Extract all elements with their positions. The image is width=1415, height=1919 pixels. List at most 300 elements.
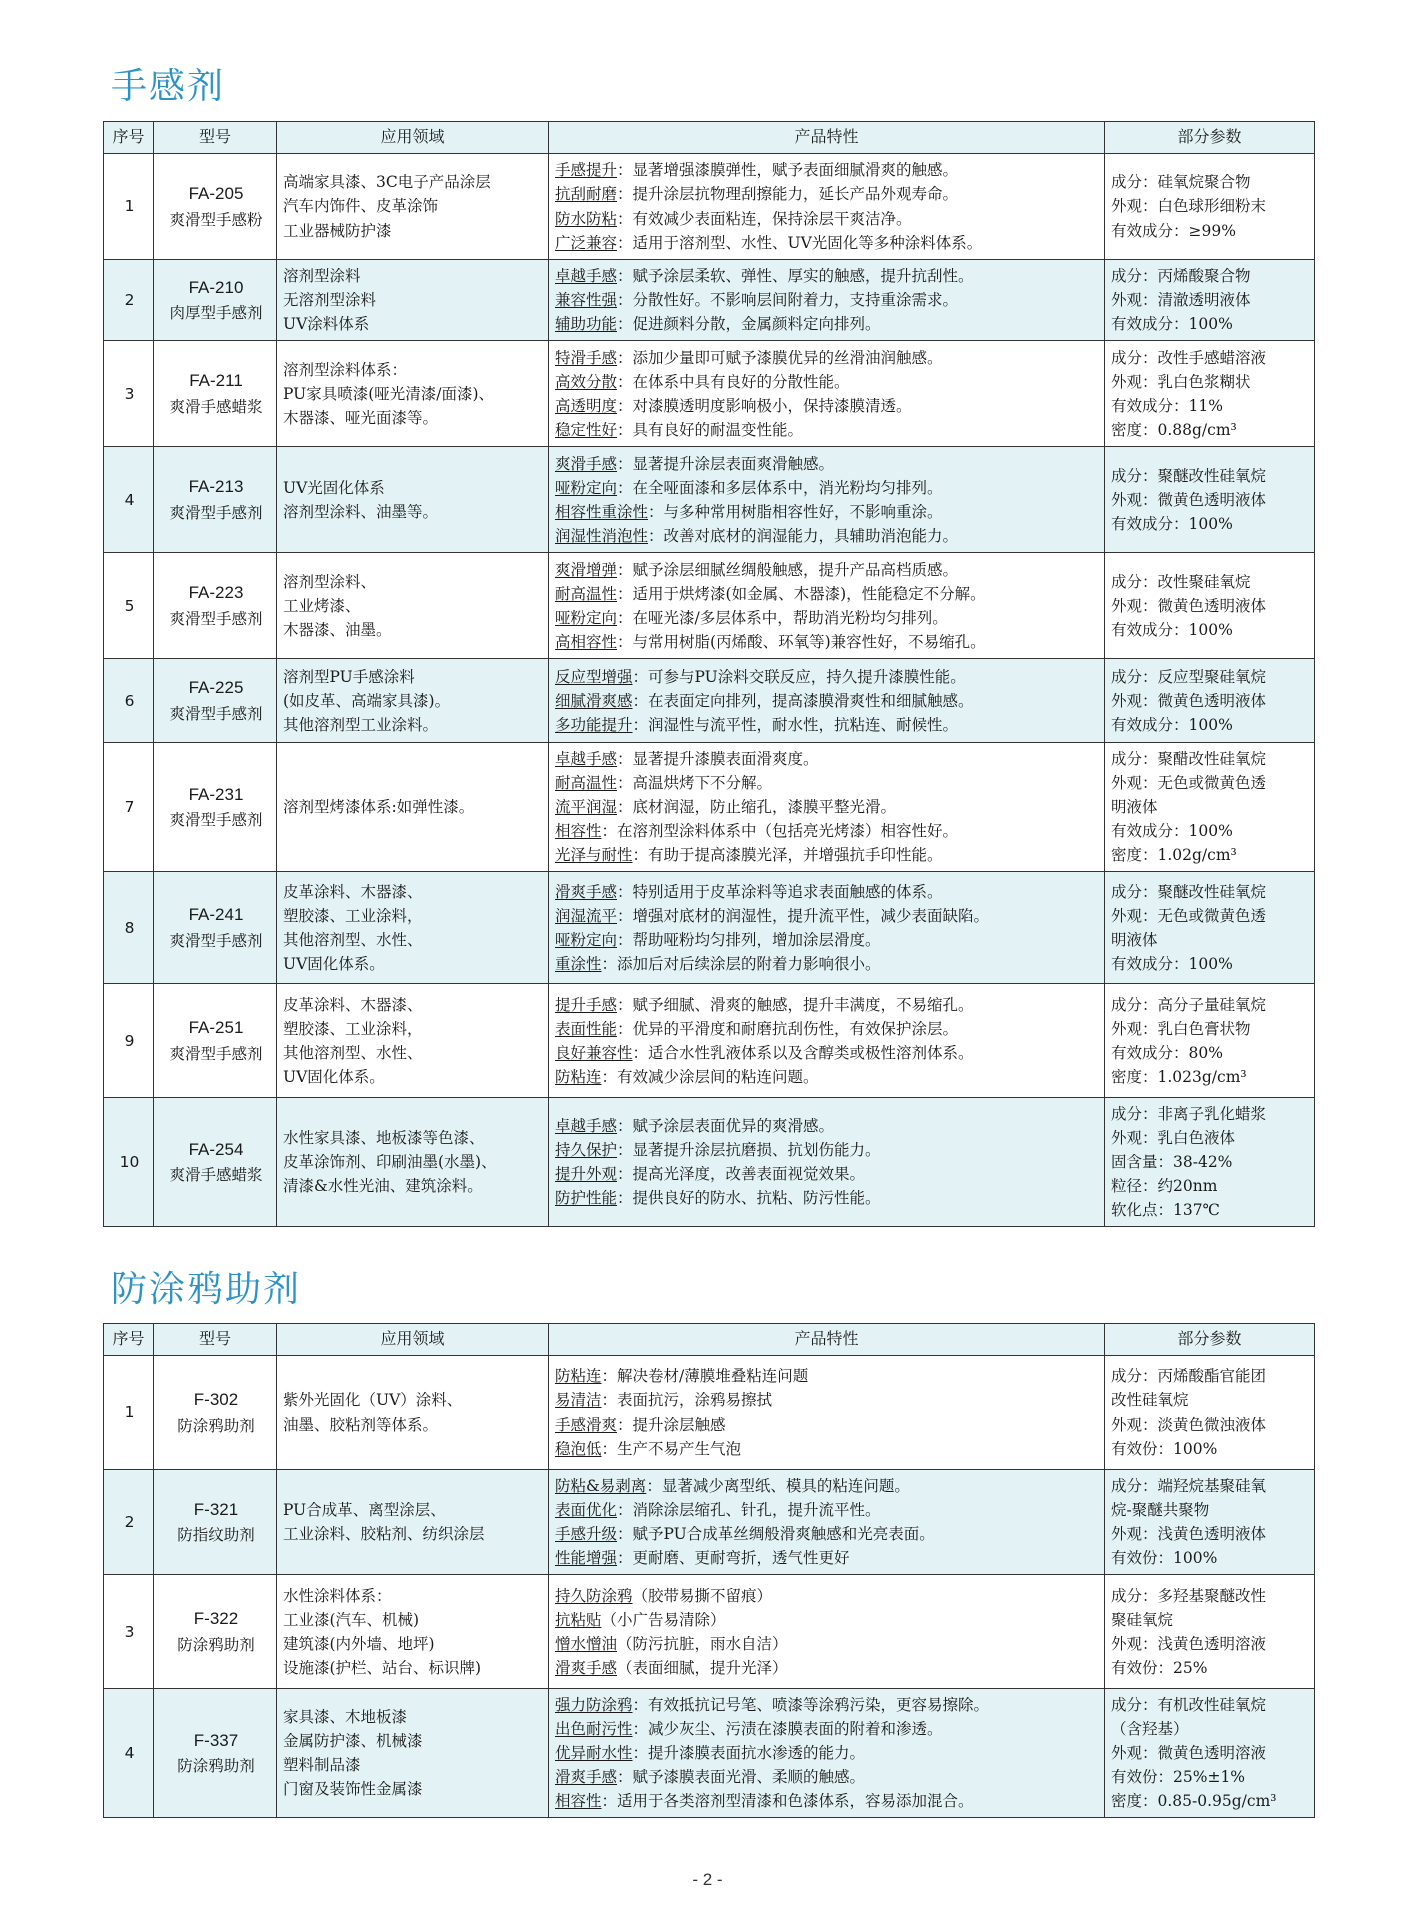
feature-text: ：添加少量即可赋予漆膜优异的丝滑油润触感。 [617, 348, 943, 367]
feature-text: ：与多种常用树脂相容性好，不影响重涂。 [648, 502, 943, 521]
application-line: 塑料制品漆 [283, 1756, 361, 1775]
application-field [277, 553, 549, 659]
application-line: 其他溶剂型、水性、 [283, 930, 423, 949]
application-line: 门窗及装饰性金属漆 [283, 1780, 423, 1799]
application-field [277, 1689, 549, 1818]
product-code: F-302 [193, 1390, 239, 1410]
application-line: 工业漆(汽车、机械) [283, 1610, 420, 1629]
table-row [104, 1575, 1315, 1689]
feature-line [555, 524, 1100, 548]
feature-line [555, 1186, 1100, 1210]
application-line: 汽车内饰件、皮革涂饰 [283, 197, 439, 216]
feature-text: ：适合水性乳液体系以及含醇类或极性溶剂体系。 [632, 1043, 974, 1062]
product-features [549, 1470, 1105, 1575]
product-params [1105, 1689, 1315, 1818]
feature-line [555, 452, 1100, 476]
param-line: 成分：改性聚硅氧烷 [1111, 572, 1251, 591]
feature-keyword: 良好兼容性 [555, 1043, 633, 1062]
table-row [104, 1098, 1315, 1227]
feature-text: ：底材润湿，防止缩孔，漆膜平整光滑。 [617, 798, 897, 817]
feature-text: ：显著提升涂层表面爽滑触感。 [617, 454, 835, 473]
feature-text: ：表面抗污，涂鸦易擦拭 [601, 1391, 773, 1410]
product-code: FA-210 [188, 277, 244, 297]
feature-text: ：有效减少涂层间的粘连问题。 [601, 1067, 819, 1086]
param-line: 外观：无色或微黄色透 [1111, 774, 1267, 793]
feature-text: ：在全哑面漆和多层体系中，消光粉均匀排列。 [617, 478, 943, 497]
product-model [154, 260, 277, 341]
feature-text: ：增强对底材的润湿性，提升流平性，减少表面缺陷。 [617, 906, 990, 925]
table-row [104, 1470, 1315, 1575]
param-line: （含羟基） [1111, 1720, 1189, 1739]
product-type: 肉厚型手感剂 [169, 304, 263, 323]
param-line: 成分：丙烯酸聚合物 [1111, 267, 1251, 285]
feature-line [555, 1413, 1100, 1437]
section-title: 手感剂 [111, 66, 226, 107]
application-line: 工业烤漆、 [283, 596, 361, 615]
feature-line [555, 1717, 1100, 1741]
feature-line [555, 1041, 1100, 1065]
product-features [549, 553, 1105, 659]
feature-line [555, 713, 1100, 737]
product-table [103, 1323, 1315, 1818]
application-field [277, 260, 549, 341]
application-line: 木器漆、油墨。 [283, 620, 392, 639]
feature-text: ：有效减少表面粘连，保持涂层干爽洁净。 [617, 209, 912, 228]
feature-line [555, 819, 1100, 843]
feature-text: ：解决卷材/薄膜堆叠粘连问题 [601, 1367, 809, 1386]
table-row [104, 447, 1315, 553]
feature-text: ：与常用树脂(丙烯酸、环氧等)兼容性好，不易缩孔。 [617, 632, 986, 651]
feature-line [555, 1138, 1100, 1162]
feature-line [555, 1522, 1100, 1546]
param-line: 烷-聚醚共聚物 [1111, 1501, 1210, 1520]
param-line: 外观：浅黄色透明溶液 [1111, 1634, 1267, 1653]
feature-keyword: 出色耐污性 [555, 1720, 633, 1739]
header-params: 部分参数 [1105, 1324, 1315, 1356]
application-line: 家具漆、木地板漆 [283, 1708, 408, 1727]
application-field [277, 1575, 549, 1689]
feature-line [555, 1789, 1100, 1813]
application-field [277, 154, 549, 260]
product-code: FA-213 [188, 477, 244, 497]
feature-text: ：生产不易产生气泡 [601, 1439, 742, 1458]
feature-keyword: 稳泡低 [555, 1439, 602, 1458]
application-line: 高端家具漆、3C电子产品涂层 [283, 173, 491, 192]
feature-keyword: 哑粉定向 [555, 608, 618, 627]
feature-keyword: 抗粘贴 [555, 1610, 602, 1629]
application-field [277, 447, 549, 553]
feature-text: ：赋予漆膜表面光滑、柔顺的触感。 [617, 1768, 866, 1787]
application-line: 皮革涂饰剂、印刷油墨(水墨)、 [283, 1153, 497, 1172]
product-features [549, 341, 1105, 447]
feature-text: ：减少灰尘、污渍在漆膜表面的附着和渗透。 [632, 1720, 943, 1739]
page-number: - 2 - [692, 1870, 723, 1889]
product-params [1105, 447, 1315, 553]
product-table [103, 121, 1315, 1227]
application-line: PU家具喷漆(哑光清漆/面漆)、 [283, 384, 495, 403]
feature-line [555, 370, 1100, 394]
product-type: 爽滑型手感剂 [169, 609, 263, 628]
feature-line [555, 500, 1100, 524]
param-line: 聚硅氧烷 [1111, 1610, 1174, 1629]
feature-text: ：赋予涂层柔软、弹性、厚实的触感，提升抗刮性。 [617, 267, 974, 285]
product-features [549, 659, 1105, 743]
feature-line [555, 665, 1100, 689]
product-params [1105, 1575, 1315, 1689]
feature-line [555, 689, 1100, 713]
param-line: 粒径：约20nm [1111, 1177, 1218, 1196]
feature-line [555, 1437, 1100, 1461]
feature-keyword: 憎水憎油 [555, 1634, 618, 1653]
feature-text: ：显著减少离型纸、模具的粘连问题。 [646, 1477, 910, 1495]
header-application: 应用领域 [277, 122, 549, 154]
param-line: 外观：浅黄色透明液体 [1111, 1525, 1267, 1544]
application-line: 皮革涂料、木器漆、 [283, 995, 423, 1014]
product-model [154, 984, 277, 1098]
param-line: 成分：聚醚改性硅氧烷 [1111, 882, 1267, 901]
feature-keyword: 卓越手感 [555, 267, 618, 285]
feature-text: ：提升漆膜表面抗水渗透的能力。 [632, 1744, 866, 1763]
product-code: FA-211 [189, 371, 243, 391]
feature-keyword: 卓越手感 [555, 1117, 618, 1136]
param-line: 密度：0.85-0.95g/cm³ [1111, 1792, 1277, 1811]
feature-keyword: 抗刮耐磨 [555, 185, 618, 204]
feature-text: ：添加后对后续涂层的附着力影响很小。 [601, 954, 881, 973]
application-line: 无溶剂型涂料 [283, 291, 377, 310]
feature-keyword: 防粘连 [555, 1067, 602, 1086]
feature-keyword: 防水防粘 [555, 209, 618, 228]
feature-keyword: 滑爽手感 [555, 1658, 618, 1677]
product-code: F-337 [193, 1730, 239, 1750]
feature-line [555, 795, 1100, 819]
feature-keyword: 反应型增强 [555, 667, 633, 686]
param-line: 有效成分：100% [1111, 822, 1233, 841]
param-line: 密度：1.023g/cm³ [1111, 1067, 1247, 1086]
feature-keyword: 细腻滑爽感 [555, 691, 633, 710]
product-type: 爽滑型手感剂 [169, 931, 263, 950]
feature-line [555, 630, 1100, 654]
param-line: 外观：微黄色透明溶液 [1111, 1744, 1267, 1763]
product-params [1105, 659, 1315, 743]
table-row [104, 341, 1315, 447]
param-line: 成分：多羟基聚醚改性 [1111, 1586, 1267, 1605]
application-line: 溶剂型PU手感涂料 [283, 667, 415, 686]
application-field [277, 1470, 549, 1575]
product-features [549, 1098, 1105, 1227]
feature-text: ：在哑光漆/多层体系中，帮助消光粉均匀排列。 [617, 608, 948, 627]
param-line: 改性硅氧烷 [1111, 1391, 1189, 1410]
param-line: 外观：乳白色液体 [1111, 1129, 1236, 1148]
application-line: 油墨、胶粘剂等体系。 [283, 1415, 439, 1434]
feature-keyword: 润湿性消泡性 [555, 526, 649, 545]
row-number: 2 [104, 1470, 154, 1575]
feature-line [555, 1741, 1100, 1765]
product-params [1105, 984, 1315, 1098]
feature-text: ：在体系中具有良好的分散性能。 [617, 372, 850, 391]
feature-line [555, 952, 1100, 976]
application-line: 其他溶剂型工业涂料。 [283, 715, 439, 734]
feature-line [555, 264, 1100, 288]
feature-text: ：提升涂层抗物理刮擦能力，延长产品外观寿命。 [617, 185, 959, 204]
feature-keyword: 性能增强 [555, 1549, 618, 1568]
feature-text: ：显著提升涂层抗磨损、抗划伤能力。 [617, 1141, 881, 1160]
product-model [154, 1356, 277, 1470]
row-number: 6 [104, 659, 154, 743]
application-field [277, 341, 549, 447]
table-row [104, 1356, 1315, 1470]
product-code: FA-251 [188, 1018, 244, 1038]
table-row [104, 872, 1315, 984]
product-model [154, 1689, 277, 1818]
param-line: 成分：有机改性硅氧烷 [1111, 1696, 1267, 1715]
feature-text: ：具有良好的耐温变性能。 [617, 420, 804, 439]
table-row [104, 553, 1315, 659]
product-features [549, 1575, 1105, 1689]
feature-keyword: 润湿流平 [555, 906, 618, 925]
header-no: 序号 [104, 1324, 154, 1356]
product-type: 爽滑型手感剂 [169, 704, 263, 723]
feature-keyword: 手感升级 [555, 1525, 618, 1544]
feature-text: ：赋予细腻、滑爽的触感，提升丰满度，不易缩孔。 [617, 995, 974, 1014]
product-params [1105, 1098, 1315, 1227]
product-type: 防涂鸦助剂 [177, 1635, 255, 1654]
param-line: 外观：清澈透明液体 [1111, 291, 1251, 310]
feature-line [555, 158, 1100, 182]
param-line: 有效成分：100% [1111, 954, 1233, 973]
table-row [104, 984, 1315, 1098]
param-line: 外观：无色或微黄色透 [1111, 906, 1267, 925]
row-number: 3 [104, 341, 154, 447]
feature-line [555, 582, 1100, 606]
product-features [549, 984, 1105, 1098]
product-model [154, 154, 277, 260]
table-row [104, 1689, 1315, 1818]
product-params [1105, 154, 1315, 260]
row-number: 3 [104, 1575, 154, 1689]
feature-text: ：润湿性与流平性，耐水性，抗粘连、耐候性。 [632, 715, 959, 734]
feature-text: ：在表面定向排列，提高漆膜滑爽性和细腻触感。 [632, 691, 974, 710]
table-header-row [104, 1324, 1315, 1356]
row-number: 8 [104, 872, 154, 984]
application-line: 工业器械防护漆 [283, 221, 392, 240]
param-line: 有效成分：100% [1111, 514, 1233, 533]
row-number: 4 [104, 1689, 154, 1818]
feature-keyword: 滑爽手感 [555, 1768, 618, 1787]
header-model: 型号 [154, 122, 277, 154]
application-line: 建筑漆(内外墙、地坪) [283, 1634, 435, 1653]
feature-keyword: 手感提升 [555, 161, 618, 180]
product-type: 防指纹助剂 [177, 1526, 255, 1545]
product-features [549, 1356, 1105, 1470]
feature-line [555, 1546, 1100, 1570]
feature-keyword: 优异耐水性 [555, 1744, 633, 1763]
header-features: 产品特性 [549, 122, 1105, 154]
application-line: 其他溶剂型、水性、 [283, 1043, 423, 1062]
feature-text: ：显著增强漆膜弹性，赋予表面细腻滑爽的触感。 [617, 161, 959, 180]
application-field [277, 659, 549, 743]
feature-keyword: 持久保护 [555, 1141, 618, 1160]
feature-text: ：适用于烘烤漆(如金属、木器漆)，性能稳定不分解。 [617, 584, 986, 603]
row-number: 1 [104, 1356, 154, 1470]
param-line: 成分：高分子量硅氧烷 [1111, 995, 1267, 1014]
param-line: 密度：1.02g/cm³ [1111, 846, 1237, 865]
product-code: FA-254 [188, 1139, 244, 1159]
product-code: FA-223 [188, 583, 244, 603]
feature-keyword: 强力防涂鸦 [555, 1696, 633, 1715]
product-params [1105, 553, 1315, 659]
product-model [154, 872, 277, 984]
feature-keyword: 高效分散 [555, 372, 618, 391]
param-line: 外观：微黄色透明液体 [1111, 691, 1267, 710]
feature-text: ：对漆膜透明度影响极小，保持漆膜清透。 [617, 396, 912, 415]
application-line: UV固化体系。 [283, 1067, 385, 1086]
product-features [549, 447, 1105, 553]
feature-line [555, 394, 1100, 418]
header-features: 产品特性 [549, 1324, 1105, 1356]
feature-keyword: 表面性能 [555, 1019, 618, 1038]
product-code: FA-241 [188, 905, 244, 925]
feature-line [555, 418, 1100, 442]
feature-keyword: 多功能提升 [555, 715, 633, 734]
feature-keyword: 辅助功能 [555, 315, 618, 334]
feature-line [555, 1474, 1100, 1498]
feature-line [555, 771, 1100, 795]
feature-keyword: 哑粉定向 [555, 930, 618, 949]
feature-text: ：适用于溶剂型、水性、UV光固化等多种涂料体系。 [617, 233, 983, 252]
feature-line [555, 1065, 1100, 1089]
table-row [104, 743, 1315, 872]
product-params [1105, 872, 1315, 984]
product-model [154, 1098, 277, 1227]
feature-text: ：赋予涂层表面优异的爽滑感。 [617, 1117, 835, 1136]
feature-line [555, 1388, 1100, 1412]
application-line: (如皮革、高端家具漆)。 [283, 691, 451, 710]
feature-line [555, 928, 1100, 952]
param-line: 成分：非离子乳化蜡浆 [1111, 1105, 1267, 1124]
application-line: 塑胶漆、工业涂料， [283, 1019, 423, 1038]
feature-text: ：特别适用于皮革涂料等追求表面触感的体系。 [617, 882, 943, 901]
product-params [1105, 260, 1315, 341]
param-line: 有效份：25% [1111, 1658, 1208, 1677]
feature-line [555, 1584, 1100, 1608]
application-line: 水性涂料体系： [283, 1586, 392, 1605]
product-model [154, 1470, 277, 1575]
feature-keyword: 重涂性 [555, 954, 602, 973]
product-features [549, 1689, 1105, 1818]
product-features [549, 154, 1105, 260]
param-line: 成分：聚醚改性硅氧烷 [1111, 466, 1267, 485]
application-line: 塑胶漆、工业涂料， [283, 906, 423, 925]
product-features [549, 260, 1105, 341]
feature-text: （防污抗脏，雨水自洁） [617, 1634, 788, 1653]
feature-line [555, 1114, 1100, 1138]
feature-line [555, 1608, 1100, 1632]
feature-line [555, 558, 1100, 582]
param-line: 成分：硅氧烷聚合物 [1111, 173, 1251, 192]
feature-keyword: 耐高温性 [555, 774, 618, 793]
feature-text: ：促进颜料分散，金属颜料定向排列。 [617, 315, 881, 334]
product-type: 爽滑型手感粉 [169, 210, 263, 229]
feature-text: ：优异的平滑度和耐磨抗刮伤性，有效保护涂层。 [617, 1019, 959, 1038]
product-params [1105, 341, 1315, 447]
application-field [277, 984, 549, 1098]
product-type: 爽滑手感蜡浆 [169, 1166, 263, 1185]
feature-line [555, 1765, 1100, 1789]
feature-line [555, 1162, 1100, 1186]
row-number: 1 [104, 154, 154, 260]
feature-line [555, 476, 1100, 500]
feature-text: ：分散性好。不影响层间附着力，支持重涂需求。 [617, 291, 959, 310]
product-params [1105, 1356, 1315, 1470]
application-field [277, 743, 549, 872]
feature-keyword: 相容性 [555, 822, 602, 841]
feature-line [555, 904, 1100, 928]
header-params: 部分参数 [1105, 122, 1315, 154]
feature-text: ：帮助哑粉均匀排列，增加涂层滑度。 [617, 930, 881, 949]
table-header-row [104, 122, 1315, 154]
application-line: 金属防护漆、机械漆 [283, 1732, 423, 1751]
product-model [154, 743, 277, 872]
param-line: 成分：改性手感蜡溶液 [1111, 348, 1267, 367]
param-line: 明液体 [1111, 798, 1158, 817]
feature-keyword: 表面优化 [555, 1501, 618, 1520]
feature-line [555, 843, 1100, 867]
product-code: FA-231 [188, 784, 244, 804]
table-row [104, 260, 1315, 341]
feature-line [555, 880, 1100, 904]
application-line: 皮革涂料、木器漆、 [283, 882, 423, 901]
application-line: 紫外光固化（UV）涂料、 [283, 1391, 463, 1410]
table-row [104, 154, 1315, 260]
param-line: 外观：乳白色浆糊状 [1111, 372, 1251, 391]
feature-keyword: 提升外观 [555, 1165, 618, 1184]
feature-line [555, 1017, 1100, 1041]
application-line: 溶剂型烤漆体系:如弹性漆。 [283, 798, 475, 817]
feature-line [555, 1498, 1100, 1522]
feature-keyword: 耐高温性 [555, 584, 618, 603]
feature-keyword: 稳定性好 [555, 420, 618, 439]
feature-text: ：适用于各类溶剂型清漆和色漆体系，容易添加混合。 [601, 1792, 974, 1811]
feature-keyword: 防粘&易剥离 [555, 1477, 647, 1495]
product-model [154, 447, 277, 553]
product-model [154, 341, 277, 447]
feature-text: ：提供良好的防水、抗粘、防污性能。 [617, 1189, 881, 1208]
feature-text: ：赋予PU合成革丝绸般滑爽触感和光亮表面。 [617, 1525, 935, 1544]
feature-keyword: 哑粉定向 [555, 478, 618, 497]
product-type: 爽滑型手感剂 [169, 1044, 263, 1063]
param-line: 外观：乳白色膏状物 [1111, 1019, 1251, 1038]
feature-text: ：更耐磨、更耐弯折，透气性更好 [617, 1549, 850, 1568]
feature-keyword: 流平润湿 [555, 798, 618, 817]
application-line: 溶剂型涂料 [283, 267, 361, 285]
feature-text: ：消除涂层缩孔、针孔，提升流平性。 [617, 1501, 881, 1520]
feature-keyword: 相容性重涂性 [555, 502, 649, 521]
feature-keyword: 兼容性强 [555, 291, 618, 310]
feature-text: ：在溶剂型涂料体系中（包括亮光烤漆）相容性好。 [601, 822, 959, 841]
product-model [154, 1575, 277, 1689]
feature-text: ：高温烘烤下不分解。 [617, 774, 773, 793]
feature-text: ：赋予涂层细腻丝绸般触感，提升产品高档质感。 [617, 560, 959, 579]
param-line: 有效份：100% [1111, 1549, 1218, 1568]
param-line: 有效成分：100% [1111, 715, 1233, 734]
feature-keyword: 高相容性 [555, 632, 618, 651]
feature-text: ：提升涂层触感 [617, 1415, 726, 1434]
feature-text: ：提高光泽度，改善表面视觉效果。 [617, 1165, 866, 1184]
row-number: 9 [104, 984, 154, 1098]
param-line: 成分：聚醋改性硅氧烷 [1111, 750, 1267, 769]
feature-text: ：改善对底材的润湿能力，具辅助消泡能力。 [648, 526, 959, 545]
feature-keyword: 卓越手感 [555, 750, 618, 769]
